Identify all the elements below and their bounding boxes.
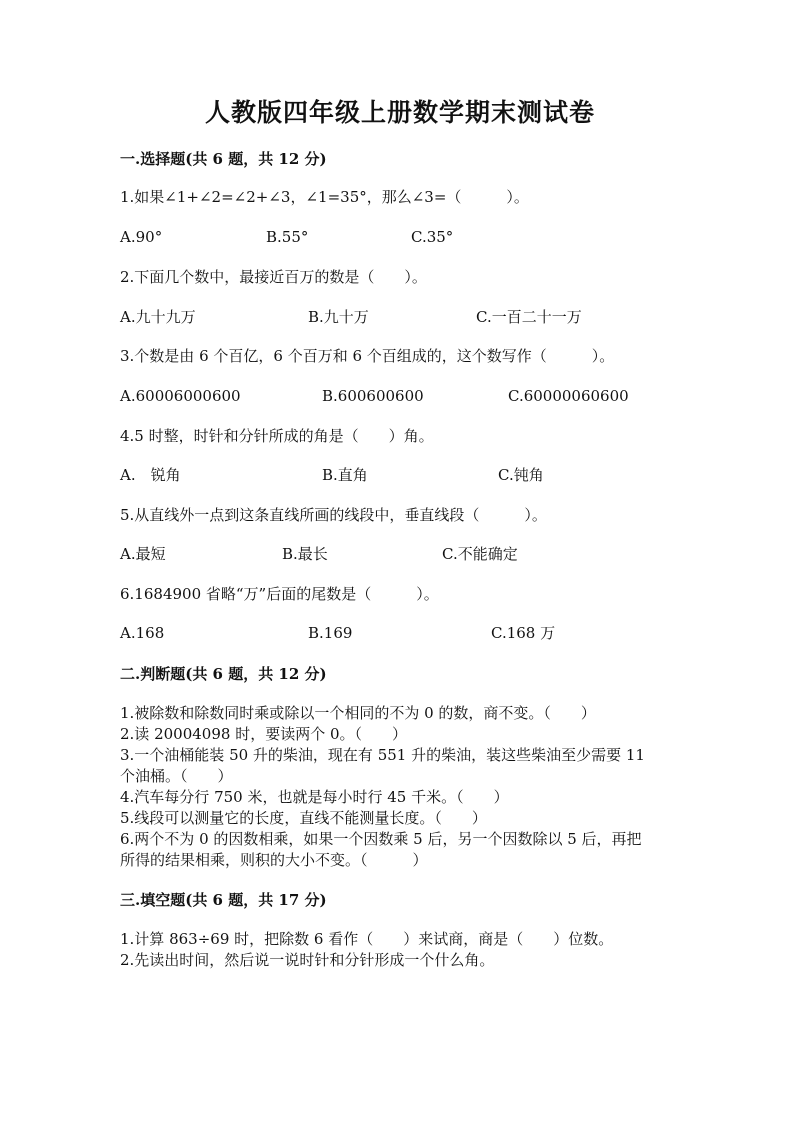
question-text: 2.下面几个数中，最接近百万的数是（ ）。 bbox=[120, 268, 427, 286]
question-text: 5.从直线外一点到这条直线所画的线段中，垂直线段（ ）。 bbox=[120, 506, 547, 524]
option-b: B.169 bbox=[308, 624, 353, 642]
question-text: 4.5 时整，时针和分针所成的角是（ ）角。 bbox=[120, 427, 434, 445]
option-b: B.直角 bbox=[322, 466, 368, 484]
page-title: 人教版四年级上册数学期末测试卷 bbox=[204, 98, 595, 127]
option-a: A.九十九万 bbox=[120, 308, 196, 326]
option-b: B.九十万 bbox=[308, 308, 369, 326]
section-heading-choice: 一.选择题(共 6 题，共 12 分) bbox=[120, 150, 327, 168]
option-c: C.钝角 bbox=[498, 466, 544, 484]
option-a: A.最短 bbox=[120, 545, 166, 563]
option-a: A.60006000600 bbox=[120, 387, 241, 405]
option-c: C.不能确定 bbox=[442, 545, 518, 563]
option-b: B.600600600 bbox=[322, 387, 424, 405]
option-a: A.90° bbox=[120, 228, 163, 246]
option-c: C.168 万 bbox=[491, 624, 556, 642]
option-c: C.一百二十一万 bbox=[476, 308, 582, 326]
statement-line: 6.两个不为 0 的因数相乘，如果一个因数乘 5 后，另一个因数除以 5 后，再把 bbox=[120, 830, 642, 848]
option-b: B.55° bbox=[266, 228, 309, 246]
option-b: B.最长 bbox=[282, 545, 328, 563]
question-text: 6.1684900 省略“万”后面的尾数是（ ）。 bbox=[120, 585, 439, 603]
option-a: A.168 bbox=[120, 624, 165, 642]
statement-line: 2.读 20004098 时，要读两个 0。（ ） bbox=[120, 725, 408, 743]
statement-line: 5.线段可以测量它的长度，直线不能测量长度。（ ） bbox=[120, 809, 487, 827]
fill-blank-line: 2.先读出时间，然后说一说时针和分针形成一个什么角。 bbox=[120, 951, 495, 969]
statement-line: 1.被除数和除数同时乘或除以一个相同的不为 0 的数，商不变。（ ） bbox=[120, 704, 596, 722]
fill-blank-line: 1.计算 863÷69 时，把除数 6 看作（ ）来试商，商是（ ）位数。 bbox=[120, 930, 614, 948]
option-c: C.60000060600 bbox=[508, 387, 629, 405]
statement-line: 个油桶。（ ） bbox=[120, 767, 233, 785]
option-c: C.35° bbox=[411, 228, 454, 246]
section-heading-judgement: 二.判断题(共 6 题，共 12 分) bbox=[120, 665, 327, 683]
statement-line: 4.汽车每分行 750 米，也就是每小时行 45 千米。（ ） bbox=[120, 788, 509, 806]
statement-line: 所得的结果相乘，则积的大小不变。（ ） bbox=[120, 851, 428, 869]
section-heading-fill-blank: 三.填空题(共 6 题，共 17 分) bbox=[120, 891, 327, 909]
statement-line: 3.一个油桶能装 50 升的柴油，现在有 551 升的柴油，装这些柴油至少需要 11 bbox=[120, 746, 645, 764]
question-text: 3.个数是由 6 个百亿，6 个百万和 6 个百组成的，这个数写作（ ）。 bbox=[120, 347, 615, 365]
question-text: 1.如果∠1+∠2=∠2+∠3，∠1=35°，那么∠3=（ ）。 bbox=[120, 188, 529, 206]
option-a: A. 锐角 bbox=[120, 466, 181, 484]
